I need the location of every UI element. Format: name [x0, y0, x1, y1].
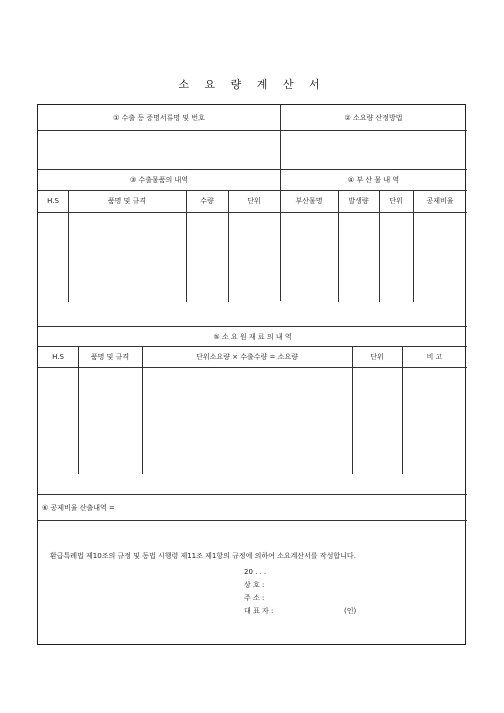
- materials-table-body[interactable]: [40, 370, 465, 472]
- section1-divider: [280, 105, 281, 169]
- col-hs: H.S: [47, 197, 59, 205]
- calculation-method-header: ② 소요량 산정방법: [344, 114, 403, 122]
- section2-columns-line: [38, 212, 467, 213]
- document-title: 소 요 량 계 산 서: [178, 78, 326, 91]
- company-name-field[interactable]: [284, 579, 434, 590]
- legal-statement: 환급특례법 제10조의 규정 및 동법 시행령 제11조 제1항의 규정에 의하여 소요계산서를 작성합니다.: [50, 552, 356, 560]
- goods-table-body[interactable]: [40, 215, 465, 300]
- address-label: 주 소 :: [244, 594, 265, 602]
- col-unit-2: 단위: [370, 353, 384, 361]
- col-remarks: 비 고: [426, 353, 443, 361]
- col-item-spec: 품명 및 규격: [107, 197, 147, 205]
- col-byproduct-name: 부산물명: [295, 197, 323, 205]
- section1-bottom-line: [38, 169, 467, 170]
- form-frame: [37, 104, 466, 645]
- seal-mark: (인): [344, 607, 357, 615]
- byproduct-header: ④ 부 산 물 내 역: [347, 176, 400, 184]
- section1-header-line: [38, 130, 467, 131]
- representative-field[interactable]: [284, 605, 342, 616]
- export-goods-header: ③ 수출물품의 내역: [129, 176, 189, 184]
- calculation-method-field[interactable]: [283, 133, 464, 167]
- col-quantity: 수량: [200, 197, 214, 205]
- section2-header-line: [38, 190, 467, 191]
- col-item-spec-2: 품명 및 규격: [90, 353, 130, 361]
- section2-bottom-line: [38, 326, 467, 327]
- col-byproduct-unit: 단위: [389, 197, 403, 205]
- export-document-field[interactable]: [40, 133, 278, 167]
- section4-bottom-line: [38, 520, 467, 521]
- col-unit: 단위: [247, 197, 261, 205]
- section3-bottom-line: [38, 494, 467, 495]
- date-line: 20 . . .: [244, 568, 267, 576]
- company-name-label: 상 호 :: [244, 581, 265, 589]
- address-field[interactable]: [284, 592, 434, 603]
- export-document-header: ① 수출 등 증명서류명 및 번호: [113, 114, 205, 122]
- representative-label: 대 표 자 :: [244, 607, 274, 615]
- col-consumption-formula: 단위소요량 × 수출수량 = 소요량: [196, 353, 298, 361]
- deduction-calc-label: ⑥ 공제비율 산출내역 =: [42, 504, 115, 512]
- deduction-calc-field[interactable]: [148, 499, 463, 517]
- raw-materials-header: ⑤ 소 요 원 재 료 의 내 역: [213, 333, 292, 341]
- col-deduction-rate: 공제비율: [426, 197, 454, 205]
- col-generated-amount: 발생량: [348, 197, 369, 205]
- col-hs-2: H.S: [52, 353, 64, 361]
